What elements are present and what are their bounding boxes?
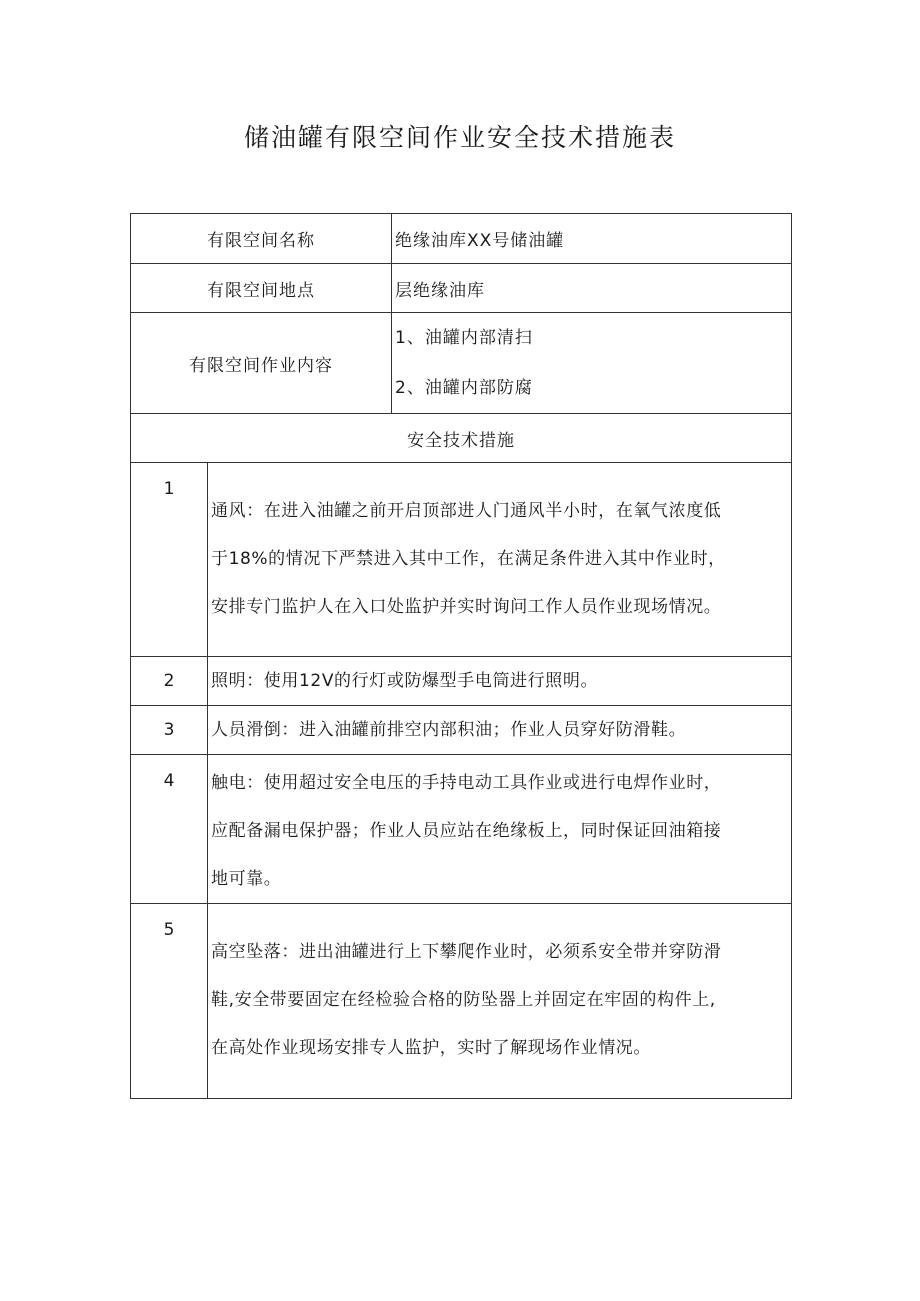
- info-row-name: [131, 214, 792, 264]
- space-location-label: 有限空间地点: [131, 264, 392, 313]
- work-content-values: [392, 313, 792, 414]
- document-title: 储油罐有限空间作业安全技术措施表: [243, 123, 676, 152]
- measure-number: 2: [131, 657, 208, 706]
- measure-line: 鞋,安全带要固定在经检验合格的防坠器上并固定在牢固的构件上,: [211, 990, 716, 1010]
- measure-row: [131, 657, 792, 706]
- measure-text: [208, 463, 792, 657]
- work-content-item: 1、油罐内部清扫: [395, 328, 533, 348]
- measure-line: 触电：使用超过安全电压的手持电动工具作业或进行电焊作业时，: [211, 773, 722, 793]
- info-row-work-content: [131, 313, 792, 414]
- measure-text: [208, 755, 792, 904]
- safety-measures-table: [130, 213, 792, 1099]
- measures-header-row: [131, 414, 792, 463]
- measure-line: 通风：在进入油罐之前开启顶部进人门通风半小时，在氧气浓度低: [211, 501, 722, 521]
- space-name-value: 绝缘油库XX号储油罐: [392, 214, 792, 264]
- measure-number: 4: [131, 755, 208, 904]
- measure-line: 地可靠。: [211, 869, 282, 889]
- measure-text: [208, 657, 792, 706]
- measure-row: [131, 706, 792, 755]
- measure-number: 5: [131, 904, 208, 1099]
- space-name-label: 有限空间名称: [131, 214, 392, 264]
- measure-number: 1: [131, 463, 208, 657]
- measure-line: 人员滑倒：进入油罐前排空内部积油；作业人员穿好防滑鞋。: [211, 720, 687, 740]
- measure-line: 应配备漏电保护器；作业人员应站在绝缘板上，同时保证回油箱接: [211, 821, 722, 841]
- work-content-item: 2、油罐内部防腐: [395, 378, 533, 398]
- measure-number: 3: [131, 706, 208, 755]
- measure-row: [131, 904, 792, 1099]
- measure-row: [131, 463, 792, 657]
- measure-line: 照明：使用12V的行灯或防爆型手电筒进行照明。: [211, 671, 599, 691]
- measure-text: [208, 706, 792, 755]
- measures-header: 安全技术措施: [131, 414, 792, 463]
- measure-line: 安排专门监护人在入口处监护并实时询问工作人员作业现场情况。: [211, 597, 722, 617]
- measure-line: 高空坠落：进出油罐进行上下攀爬作业时，必须系安全带并穿防滑: [211, 942, 722, 962]
- measure-row: [131, 755, 792, 904]
- info-row-location: [131, 264, 792, 313]
- space-location-value: 层绝缘油库: [392, 264, 792, 313]
- measure-text: [208, 904, 792, 1099]
- measure-line: 于18%的情况下严禁进入其中工作，在满足条件进入其中作业时，: [211, 549, 726, 569]
- work-content-label: 有限空间作业内容: [131, 313, 392, 414]
- measure-line: 在高处作业现场安排专人监护，实时了解现场作业情况。: [211, 1038, 651, 1058]
